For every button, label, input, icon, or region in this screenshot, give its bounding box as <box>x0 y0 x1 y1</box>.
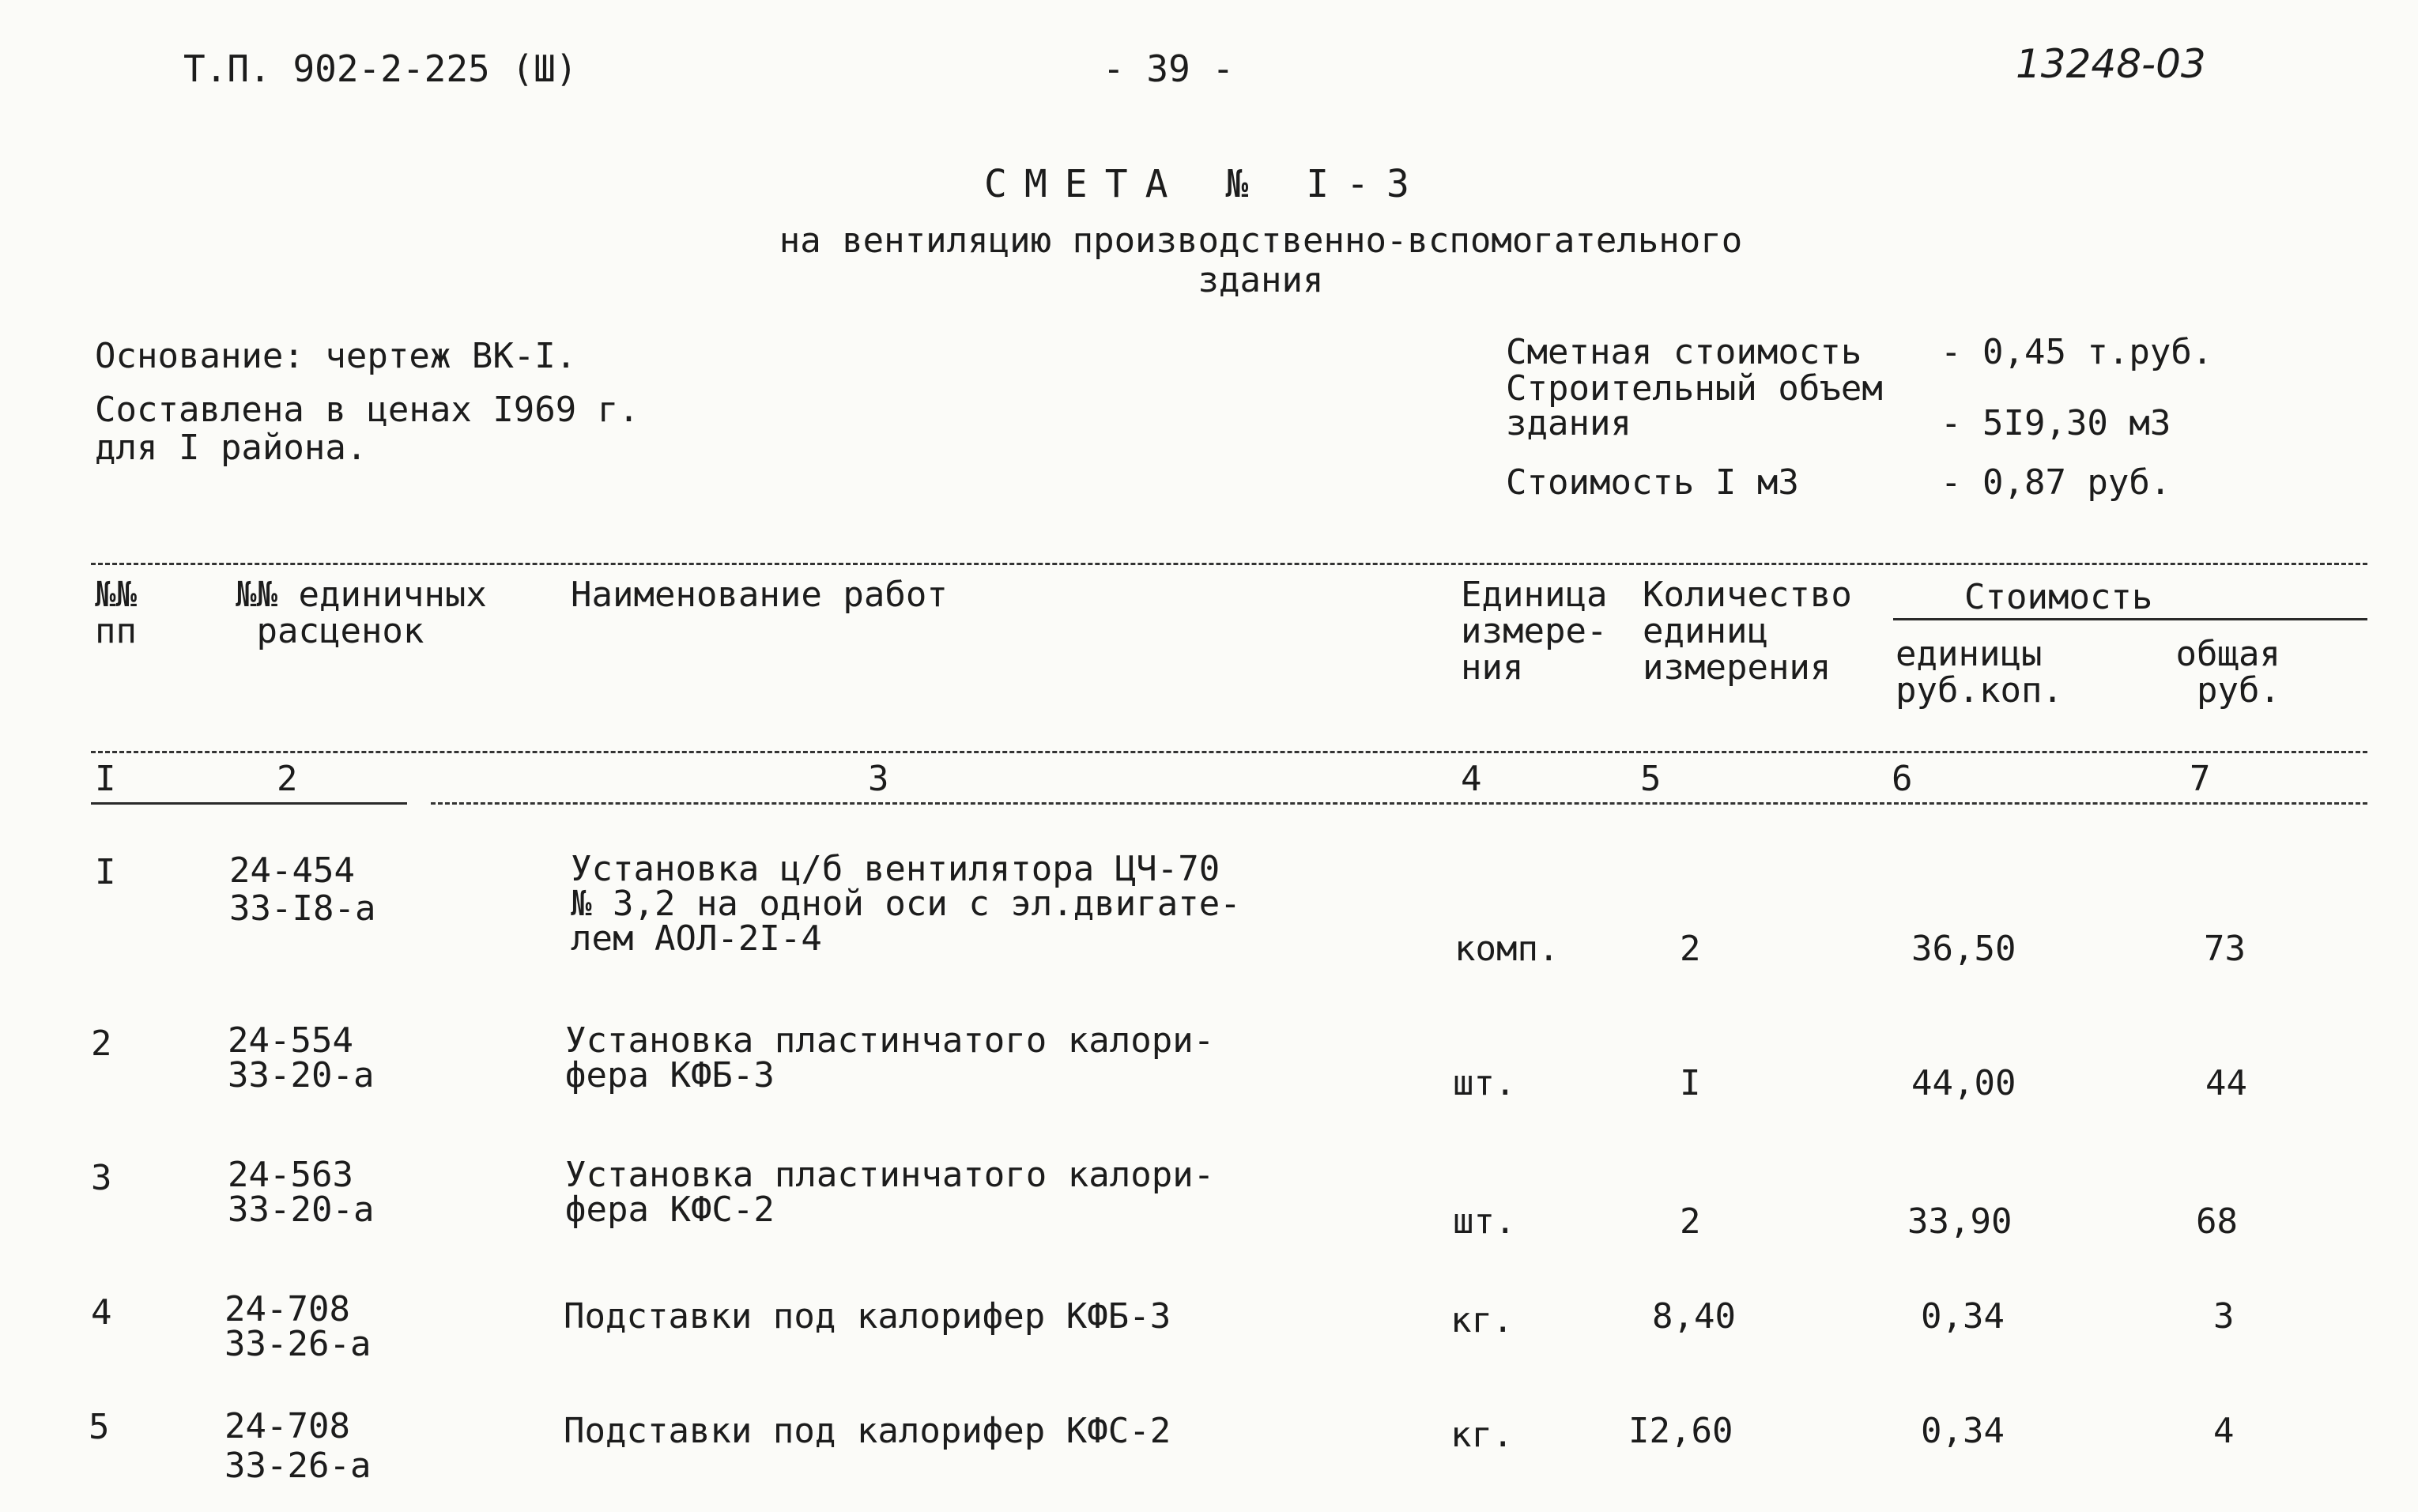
col-number-7: 7 <box>2190 759 2211 799</box>
col-header-work-name: Наименование работ <box>571 575 948 615</box>
col-number-1: I <box>95 759 116 799</box>
col-number-6: 6 <box>1892 759 1913 799</box>
row-quantity: I2,60 <box>1628 1411 1733 1451</box>
basis-prices: Составлена в ценах I969 г. для I района. <box>95 390 639 468</box>
col-number-5: 5 <box>1640 759 1662 799</box>
column-number-rule-left <box>91 802 407 805</box>
row-unit: кг. <box>1450 1300 1514 1340</box>
row-quantity: 8,40 <box>1652 1296 1736 1337</box>
row-number: 2 <box>91 1024 112 1064</box>
row-unit-price: 36,50 <box>1911 929 2016 969</box>
summary-unit-cost-label: Стоимость I м3 <box>1506 462 1799 503</box>
doc-reference: Т.П. 902-2-225 (Ш) <box>183 47 578 90</box>
row-unit-price: 44,00 <box>1911 1063 2016 1103</box>
row-work-name: Установка пластинчатого калори- фера КФС-2 <box>565 1155 1215 1230</box>
col-header-quantity: Количество единиц измерения <box>1643 575 1852 688</box>
row-quantity: 2 <box>1680 929 1701 969</box>
row-work-name: Установка ц/б вентилятора ЦЧ-70 № 3,2 на одной оси с эл.двигате- лем АОЛ-2I-4 <box>571 849 1241 959</box>
col-number-3: 3 <box>868 759 889 799</box>
row-total: 3 <box>2213 1296 2235 1337</box>
row-total: 73 <box>2204 929 2246 969</box>
row-unit-price: 0,34 <box>1921 1296 2005 1337</box>
col-header-total-cost: общая руб. <box>2175 634 2280 711</box>
row-rate-codes: 24-454 33-I8-а <box>229 850 376 929</box>
row-rate-codes: 24-563 33-20-а <box>228 1155 375 1230</box>
table-top-rule <box>91 563 2367 565</box>
summary-volume-label: Строительный объем здания <box>1506 368 1883 443</box>
document-subtitle: на вентиляцию производственно-вспомогательного здания <box>779 221 1743 300</box>
row-number: 4 <box>91 1292 112 1333</box>
col-header-unit: Единица измере- ния <box>1461 575 1608 688</box>
row-work-name: Установка пластинчатого калори- фера КФБ-3 <box>565 1020 1215 1095</box>
row-number: 3 <box>91 1158 112 1198</box>
document-title: СМЕТА № I-3 <box>984 162 1427 206</box>
row-total: 4 <box>2213 1411 2235 1451</box>
col-header-cost: Стоимость <box>1964 577 2153 617</box>
col-number-4: 4 <box>1461 759 1482 799</box>
row-total: 68 <box>2196 1201 2238 1242</box>
row-number: I <box>95 852 116 892</box>
summary-estimated-cost-label: Сметная стоимость <box>1506 332 1862 372</box>
row-rate-codes: 24-554 33-20-а <box>228 1020 375 1095</box>
column-number-rule-right <box>431 802 2367 805</box>
row-unit-price: 33,90 <box>1907 1201 2012 1242</box>
row-work-name: Подставки под калорифер КФС-2 <box>564 1411 1171 1451</box>
col-header-unit-cost: единицы руб.коп. <box>1896 634 2063 711</box>
row-unit: шт. <box>1453 1063 1516 1103</box>
archive-code: 13248-03 <box>2016 41 2206 87</box>
col-number-2: 2 <box>277 759 298 799</box>
row-total: 44 <box>2205 1063 2247 1103</box>
row-quantity: 2 <box>1680 1201 1701 1242</box>
row-unit: кг. <box>1450 1415 1514 1455</box>
col-header-rate-codes: №№ единичных расценок <box>236 575 487 651</box>
row-rate-codes: 24-708 33-26-а <box>224 1406 372 1486</box>
summary-estimated-cost-value: - 0,45 т.руб. <box>1941 332 2213 372</box>
cost-header-rule <box>1893 618 2367 620</box>
row-rate-codes: 24-708 33-26-а <box>224 1289 372 1364</box>
row-quantity: I <box>1680 1063 1701 1103</box>
row-work-name: Подставки под калорифер КФБ-3 <box>564 1296 1171 1337</box>
summary-volume-value: - 5I9,30 м3 <box>1941 403 2171 443</box>
row-unit: комп. <box>1454 929 1560 969</box>
row-number: 5 <box>89 1407 110 1447</box>
table-header-rule <box>91 751 2367 753</box>
row-unit: шт. <box>1453 1201 1516 1242</box>
basis-drawing: Основание: чертеж ВК-I. <box>95 336 577 376</box>
col-header-number: №№ пп <box>95 575 137 651</box>
row-unit-price: 0,34 <box>1921 1411 2005 1451</box>
summary-unit-cost-value: - 0,87 руб. <box>1941 462 2171 503</box>
page-number: - 39 - <box>1103 47 1235 90</box>
